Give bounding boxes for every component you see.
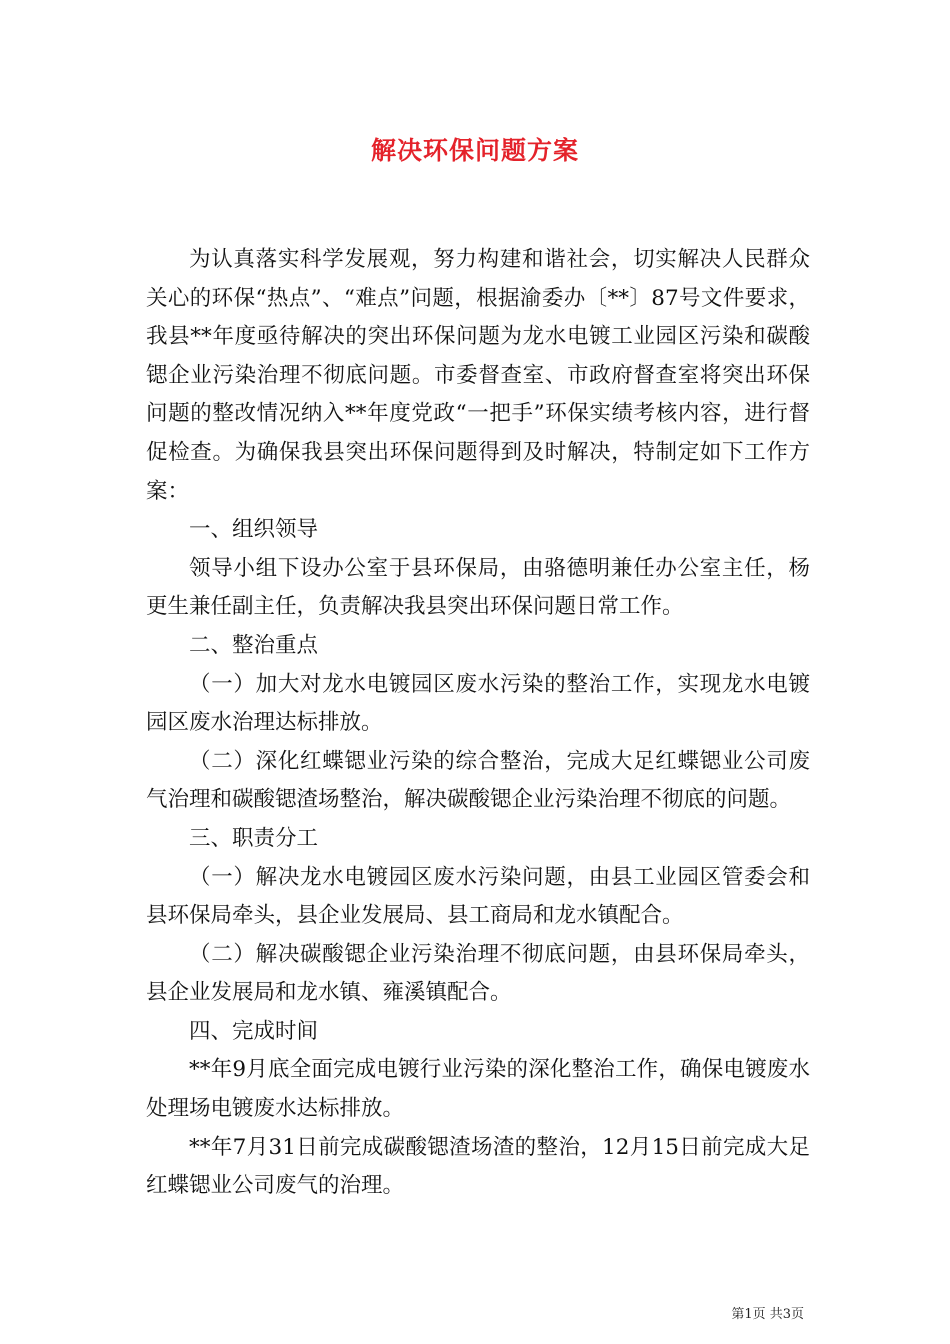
deadline-paragraph-1: **年9月底全面完成电镀行业污染的深化整治工作，确保电镀废水处理场电镀废水达标排放。	[146, 1057, 810, 1122]
intro-paragraph: 为认真落实科学发展观，努力构建和谐社会，切实解决人民群众关心的环保“热点”、“难点”问题，根据渝委办〔**〕87号文件要求，我县**年度亟待解决的突出环保问题为龙水电镀工业园区污染和碳酸锶企业污染治理不彻底问题。市委督查室、市政府督查室将突出环保问题的整改情况纳入**年度党政“一把手”环保实绩考核内容，进行督促检查。为确保我县突出环保问题得到及时解决，特制定如下工作方案：	[146, 247, 810, 504]
organization-paragraph: 领导小组下设办公室于县环保局，由骆德明兼任办公室主任，杨更生兼任副主任，负责解决我县突出环保问题日常工作。	[146, 555, 810, 620]
responsibility-item-1: （一）解决龙水电镀园区废水污染问题，由县工业园区管委会和县环保局牵头，县企业发展局、县工商局和龙水镇配合。	[146, 864, 810, 929]
deadline-paragraph-2: **年7月31日前完成碳酸锶渣场渣的整治，12月15日前完成大足红蝶锶业公司废气的治理。	[146, 1134, 810, 1199]
section-heading-deadline: 四、完成时间	[189, 1018, 319, 1044]
document-title: 解决环保问题方案	[370, 136, 579, 165]
section-heading-organization: 一、组织领导	[189, 517, 319, 543]
document-body	[146, 241, 810, 1206]
responsibility-item-2: （二）解决碳酸锶企业污染治理不彻底问题，由县环保局牵头，县企业发展局和龙水镇、雍溪镇配合。	[146, 941, 810, 1006]
focus-item-2: （二）深化红蝶锶业污染的综合整治，完成大足红蝶锶业公司废气治理和碳酸锶渣场整治，解决碳酸锶企业污染治理不彻底的问题。	[146, 748, 810, 813]
focus-item-1: （一）加大对龙水电镀园区废水污染的整治工作，实现龙水电镀园区废水治理达标排放。	[146, 671, 810, 736]
section-heading-responsibilities: 三、职责分工	[189, 825, 319, 851]
page-indicator: 第1页 共3页	[731, 1307, 804, 1322]
section-heading-focus: 二、整治重点	[189, 632, 319, 658]
